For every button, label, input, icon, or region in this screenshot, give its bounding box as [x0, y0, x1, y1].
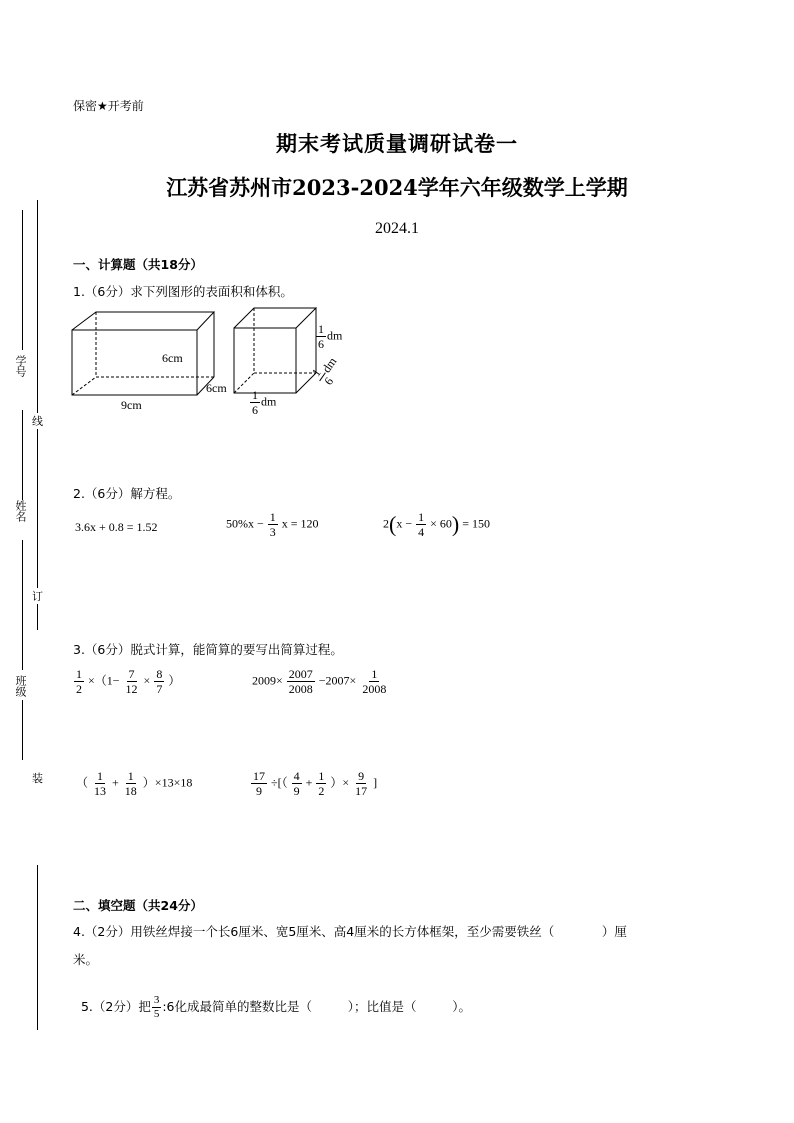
expression-2: 2009× $\frac{2007}{2008}$ −2007× $\frac{1}{2008}$	[252, 667, 387, 696]
exam-subtitle: 江苏省苏州市2023-2024学年六年级数学上学期	[166, 175, 628, 200]
cuboid-figure	[72, 312, 214, 395]
expression-4: $\frac{17}{9}$ ÷[（ $\frac{4}{9}$ + $\frac{1}{2}$ ）× $\frac{9}{17}$ ]	[253, 769, 378, 798]
cuboid-height-label: 6cm	[162, 351, 183, 365]
cube-height-label: $\frac{1}{6}$ dm	[318, 322, 343, 351]
question-4-line1: 4.（2分）用铁丝焊接一个长6厘米、宽5厘米、高4厘米的长方体框架，至少需要铁丝（ ）厘	[73, 924, 627, 939]
question-2-text: 2.（6分）解方程。	[73, 486, 181, 501]
exam-title: 期末考试质量调研试卷一	[276, 131, 518, 156]
equation-2: 50%x − $\frac{1}{3}$ x = 120	[226, 510, 319, 539]
binding-mark-zhuang: 装	[32, 772, 43, 785]
binding-mark-xian: 线	[32, 415, 43, 428]
question-4-line2: 米。	[73, 952, 99, 967]
equation-1: 3.6x + 0.8 = 1.52	[75, 520, 158, 534]
name-label: 姓名	[14, 500, 27, 522]
class-label: 班级	[14, 675, 27, 697]
confidential-label: 保密★开考前	[73, 99, 144, 113]
exam-date: 2024.1	[375, 220, 419, 237]
cube-width-label: $\frac{1}{6}$ dm	[252, 388, 277, 417]
class-field-line	[22, 540, 23, 670]
section1-heading: 一、计算题（共18分）	[73, 257, 203, 272]
cuboid-length-label: 9cm	[121, 398, 142, 412]
expression-3: （ $\frac{1}{13}$ + $\frac{1}{18}$ ）×13×18	[76, 769, 193, 798]
student-id-label: 学号	[14, 355, 27, 377]
cube-depth-label: 1 6 dm	[308, 354, 340, 388]
binding-mark-ding: 订	[32, 590, 43, 603]
question-5: 5.（2分）把 $\frac{3}{5}$ :6化成最简单的整数比是（ ）；比值是（ ）。	[80, 994, 472, 1020]
cube-figure	[234, 308, 316, 393]
binding-line-bottom	[37, 865, 38, 1030]
expression-1: $\frac{1}{2}$ ×（1− $\frac{7}{12}$ × $\frac{8}{7}$ ）	[76, 667, 181, 696]
question-1-text: 1.（6分）求下列图形的表面积和体积。	[73, 284, 293, 299]
cuboid-width-label: 6cm	[206, 381, 227, 395]
question-3-text: 3.（6分）脱式计算，能简算的要写出简算过程。	[73, 642, 343, 657]
equation-3: 2(x − $\frac{1}{4}$ × 60) = 150	[383, 510, 490, 539]
section2-heading: 二、填空题（共24分）	[73, 898, 203, 913]
class-field-line-2	[22, 700, 23, 760]
name-field-line	[22, 410, 23, 500]
